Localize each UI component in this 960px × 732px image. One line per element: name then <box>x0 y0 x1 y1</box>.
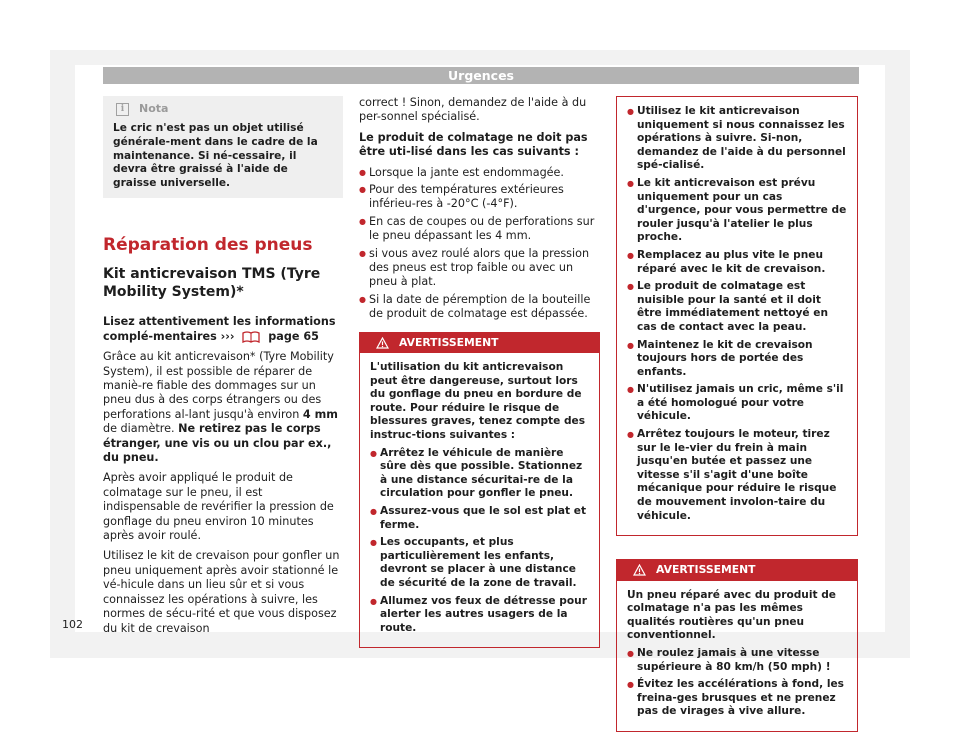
intro-paragraph <box>103 315 343 344</box>
list-item: ● Arrêtez toujours le moteur, tirez sur le le-vier du frein à main jusqu'en butée et passez une vitesse s'il s'agit d'une boîte mécanique pour réduire le risque de mouvement involon-taire du véhicule. <box>627 428 847 523</box>
warning-box-continued <box>616 96 858 536</box>
column-right <box>616 96 858 732</box>
warning-label: AVERTISSEMENT <box>399 335 499 349</box>
list-item: ● si vous avez roulé alors que la pression des pneus est trop faible ou avec un pneu à plat. <box>359 247 600 290</box>
list-item: ● Lorsque la jante est endommagée. <box>359 166 600 180</box>
paragraph-1-d: Ne retirez pas le corps étranger, une vis ou un clou par ex., du pneu. <box>103 422 332 465</box>
list-item: ● Évitez les accélérations à fond, les freina-ges brusques et ne prenez pas de virages à vive allure. <box>627 678 847 719</box>
warning-intro: L'utilisation du kit anticrevaison peut être dangereuse, surtout lors du gonflage du pneu en bordure de route. Pour réduire le risque de blessures graves, tenez compte des instruc-tions suivantes : <box>370 361 586 442</box>
warning-list <box>627 105 847 523</box>
list-item: ● Assurez-vous que le sol est plat et ferme. <box>370 505 589 532</box>
list-item: ● Arrêtez le véhicule de manière sûre dès que possible. Stationnez à une distance sécuritai-re de la circulation pour gonfler le pneu. <box>370 447 589 501</box>
column-middle <box>359 96 600 648</box>
intro-text: Lisez attentivement les informations complé-mentaires ››› <box>103 315 336 343</box>
restrictions-list <box>359 166 600 322</box>
warning-body <box>617 97 857 535</box>
warning-triangle-icon <box>376 337 389 349</box>
column-left <box>103 96 343 642</box>
warning-list <box>627 647 847 719</box>
list-item: ● Utilisez le kit anticrevaison uniquement si nous connaissez les opérations à suivre. Si-non, demandez de l'aide à du personnel spé-cialisé. <box>627 105 847 173</box>
header-title: Urgences <box>448 68 514 83</box>
restrictions-heading: Le produit de colmatage ne doit pas être uti-lisé dans les cas suivants : <box>359 130 588 159</box>
warning-intro: Un pneu réparé avec du produit de colmatage n'a pas les mêmes qualités routières qu'un pneu conventionnel. <box>627 588 836 642</box>
warning-body <box>360 353 599 647</box>
warning-label: AVERTISSEMENT <box>656 563 756 577</box>
list-item: ● Ne roulez jamais à une vitesse supérieure à 80 km/h (50 mph) ! <box>627 647 847 674</box>
book-icon <box>242 331 260 343</box>
list-item: ● En cas de coupes ou de perforations sur le pneu dépassant les 4 mm. <box>359 215 600 244</box>
note-label: Nota <box>139 102 169 115</box>
paragraph-1-b: 4 mm <box>302 407 338 421</box>
warning-header <box>360 333 599 353</box>
paragraph-1-a: Grâce au kit anticrevaison* (Tyre Mobility System), il est possible de réparer de maniè-re fiable des dommages sur un pneu dus à des corps étrangers ou des perforations al-lant jusqu'à environ <box>103 350 334 421</box>
note-header <box>113 102 333 116</box>
list-item: ● Si la date de péremption de la bouteille de produit de colmatage est dépassée. <box>359 293 600 322</box>
section-subtitle: Kit anticrevaison TMS (Tyre Mobility System)* <box>103 266 321 301</box>
warning-triangle-icon <box>633 564 646 576</box>
info-icon: i <box>116 103 129 116</box>
warning-header <box>617 560 857 580</box>
list-item: ● Remplacez au plus vite le pneu réparé avec le kit de crevaison. <box>627 249 847 276</box>
warning-body <box>617 581 857 731</box>
list-item: ● Le produit de colmatage est nuisible pour la santé et il doit être immédiatement nettoyé en cas de contact avec la peau. <box>627 280 847 334</box>
paragraph-1 <box>103 350 343 465</box>
list-item: ● Le kit anticrevaison est prévu uniquement pour un cas d'urgence, pour vous permettre de rouler jusqu'à l'atelier le plus proche. <box>627 177 847 245</box>
page-number: 102 <box>62 618 83 631</box>
note-text: Le cric n'est pas un objet utilisé générale-ment dans le cadre de la maintenance. Si né-cessaire, il devra être graissé à l'aide de graisse universelle. <box>113 122 318 189</box>
warning-box <box>359 332 600 649</box>
list-item: ● Les occupants, et plus particulièrement les enfants, devront se placer à une distance de sécurité de la zone de travail. <box>370 536 589 590</box>
continuation-text: correct ! Sinon, demandez de l'aide à du per-sonnel spécialisé. <box>359 96 587 124</box>
list-item: ● N'utilisez jamais un cric, même s'il a été homologué pour votre véhicule. <box>627 383 847 424</box>
page-header <box>103 67 859 84</box>
list-item: ● Allumez vos feux de détresse pour alerter les autres usagers de la route. <box>370 595 589 636</box>
list-item: ● Pour des températures extérieures inférieu-res à -20°C (-4°F). <box>359 183 600 212</box>
paragraph-3: Utilisez le kit de crevaison pour gonfler un pneu uniquement après avoir stationné le vé-hicule dans un lieu sûr et si vous connaissez les opérations à suivre, les normes de sécu-rité et que vous disposez du kit de crevaison <box>103 549 340 635</box>
warning-box-2 <box>616 559 858 732</box>
note-box <box>103 96 343 198</box>
paragraph-2: Après avoir appliqué le produit de colmatage sur le pneu, il est indispensable de revérifier la pression de gonflage du pneu environ 10 minutes après avoir roulé. <box>103 471 334 543</box>
warning-list <box>370 447 589 636</box>
list-item: ● Maintenez le kit de crevaison toujours hors de portée des enfants. <box>627 339 847 380</box>
section-title: Réparation des pneus <box>103 235 313 256</box>
paragraph-1-c: de diamètre. <box>103 422 179 436</box>
intro-page-ref[interactable]: page 65 <box>268 329 319 343</box>
